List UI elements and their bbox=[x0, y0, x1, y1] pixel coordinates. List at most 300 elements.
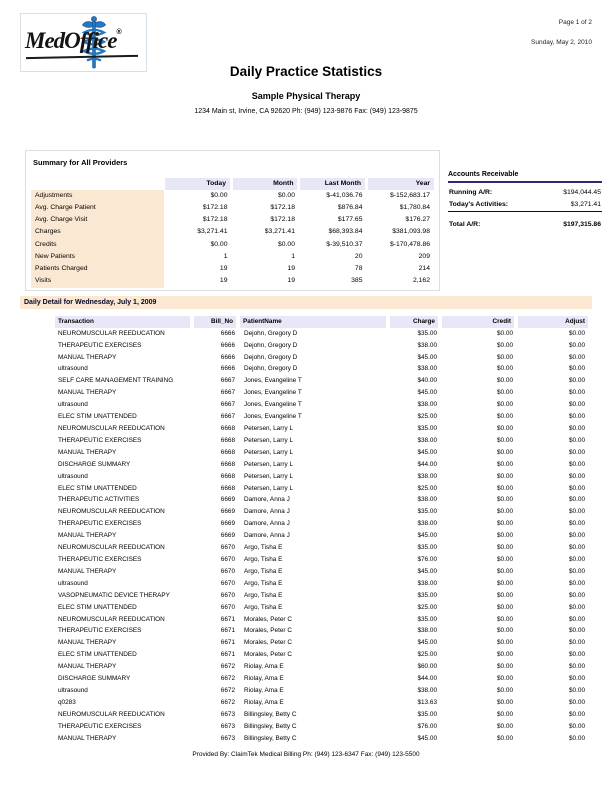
practice-name: Sample Physical Therapy bbox=[251, 91, 361, 101]
summary-last-month-cell: $-39,510.37 bbox=[326, 240, 363, 248]
patient-name-cell: Petersen, Larry L bbox=[244, 484, 294, 492]
transaction-cell: MANUAL THERAPY bbox=[58, 353, 117, 361]
adjust-cell: $0.00 bbox=[569, 496, 585, 504]
bill-no-cell: 6672 bbox=[220, 686, 235, 694]
charge-cell: $38.00 bbox=[417, 341, 437, 349]
summary-row-label: Patients Charged bbox=[31, 263, 164, 275]
summary-last-month-cell: $177.65 bbox=[337, 216, 363, 224]
transaction-cell: THERAPEUTIC EXERCISES bbox=[58, 520, 142, 528]
adjust-cell: $0.00 bbox=[569, 413, 585, 421]
col-adjust: Adjust bbox=[516, 316, 588, 328]
bill-no-cell: 6668 bbox=[220, 425, 235, 432]
bill-no-cell: 6668 bbox=[220, 448, 235, 456]
summary-today-cell: 19 bbox=[219, 264, 228, 272]
credit-cell: $0.00 bbox=[497, 591, 513, 599]
summary-col-last-month: Last Month bbox=[299, 178, 367, 190]
registered-mark-icon: ® bbox=[116, 29, 122, 36]
adjust-cell: $0.00 bbox=[569, 734, 585, 742]
credit-cell: $0.00 bbox=[497, 353, 513, 361]
summary-row bbox=[31, 239, 434, 251]
transaction-cell: THERAPEUTIC EXERCISES bbox=[58, 341, 142, 349]
credit-cell: $0.00 bbox=[497, 722, 513, 730]
adjust-cell: $0.00 bbox=[569, 603, 585, 611]
patient-name-cell: Argo, Tisha E bbox=[244, 591, 283, 599]
patient-name-cell: Billingsley, Betty C bbox=[244, 722, 297, 730]
transaction-cell: NEUROMUSCULAR REEDUCATION bbox=[58, 710, 165, 718]
adjust-cell: $0.00 bbox=[569, 615, 585, 623]
charge-cell: $25.00 bbox=[417, 413, 437, 421]
adjust-cell: $0.00 bbox=[569, 555, 585, 563]
summary-row-label: Credits bbox=[31, 239, 164, 251]
summary-title: Summary for All Providers bbox=[33, 158, 128, 167]
charge-cell: $38.00 bbox=[417, 365, 437, 373]
table-row bbox=[55, 554, 588, 566]
transaction-cell: THERAPEUTIC EXERCISES bbox=[58, 627, 142, 635]
table-row bbox=[55, 721, 588, 733]
charge-cell: $25.00 bbox=[417, 484, 437, 492]
adjust-cell: $0.00 bbox=[569, 377, 585, 385]
patient-name-cell: Damore, Anna J bbox=[244, 532, 290, 540]
bill-no-cell: 6667 bbox=[220, 413, 235, 421]
summary-month-cell: $3,271.41 bbox=[264, 228, 295, 236]
summary-today-cell: $172.18 bbox=[202, 204, 228, 212]
charge-cell: $35.00 bbox=[417, 615, 437, 623]
summary-month-cell: 19 bbox=[287, 277, 295, 285]
bill-no-cell: 6670 bbox=[220, 544, 235, 552]
charge-cell: $35.00 bbox=[417, 710, 437, 718]
adjust-cell: $0.00 bbox=[569, 353, 585, 361]
summary-today-cell: 1 bbox=[223, 252, 228, 260]
adjust-cell: $0.00 bbox=[569, 389, 585, 397]
patient-name-cell: Petersen, Larry L bbox=[244, 436, 294, 444]
credit-cell: $0.00 bbox=[497, 603, 513, 611]
adjust-cell: $0.00 bbox=[569, 567, 585, 575]
patient-name-cell: Riolay, Ama E bbox=[244, 698, 284, 706]
bill-no-cell: 6668 bbox=[220, 436, 235, 444]
summary-month-cell: 19 bbox=[287, 264, 295, 272]
bill-no-cell: 6668 bbox=[220, 460, 235, 468]
credit-cell: $0.00 bbox=[497, 341, 513, 349]
table-row bbox=[55, 340, 588, 352]
patient-name-cell: Petersen, Larry L bbox=[244, 472, 294, 480]
adjust-cell: $0.00 bbox=[569, 508, 585, 516]
charge-cell: $13.63 bbox=[417, 698, 437, 706]
summary-header-row bbox=[31, 178, 434, 190]
charge-cell: $38.00 bbox=[417, 472, 437, 480]
bill-no-cell: 6671 bbox=[220, 639, 235, 647]
credit-cell: $0.00 bbox=[497, 579, 513, 587]
patient-name-cell: Morales, Peter C bbox=[244, 651, 292, 659]
charge-cell: $38.00 bbox=[417, 686, 437, 694]
credit-cell: $0.00 bbox=[497, 508, 513, 516]
patient-name-cell: Petersen, Larry L bbox=[244, 448, 294, 456]
patient-name-cell: Argo, Tisha E bbox=[244, 567, 283, 575]
charge-cell: $45.00 bbox=[417, 734, 437, 742]
credit-cell: $0.00 bbox=[497, 734, 513, 742]
summary-row-label: Visits bbox=[31, 275, 164, 287]
patient-name-cell: Argo, Tisha E bbox=[244, 579, 283, 587]
patient-name-cell: Damore, Anna J bbox=[244, 496, 290, 504]
running-ar-value: $194,044.45 bbox=[563, 189, 601, 196]
credit-cell: $0.00 bbox=[497, 710, 513, 718]
table-row bbox=[55, 709, 588, 721]
summary-year-cell: $381,093.98 bbox=[392, 228, 430, 236]
table-row bbox=[55, 435, 588, 447]
table-row bbox=[55, 519, 588, 531]
summary-col-year: Year bbox=[366, 178, 434, 190]
table-row bbox=[55, 697, 588, 709]
credit-cell: $0.00 bbox=[497, 532, 513, 540]
bill-no-cell: 6670 bbox=[220, 555, 235, 563]
bill-no-cell: 6666 bbox=[220, 365, 235, 373]
charge-cell: $35.00 bbox=[417, 591, 437, 599]
adjust-cell: $0.00 bbox=[569, 651, 585, 659]
charge-cell: $60.00 bbox=[417, 663, 437, 671]
table-row bbox=[55, 507, 588, 519]
charge-cell: $45.00 bbox=[417, 532, 437, 540]
patient-name-cell: Jones, Evangeline T bbox=[244, 401, 302, 409]
patient-name-cell: Argo, Tisha E bbox=[244, 555, 283, 563]
patient-name-cell: Riolay, Ama E bbox=[244, 686, 284, 694]
credit-cell: $0.00 bbox=[497, 472, 513, 480]
bill-no-cell: 6669 bbox=[220, 520, 235, 528]
col-transaction: Transaction bbox=[55, 316, 192, 328]
charge-cell: $45.00 bbox=[417, 639, 437, 647]
credit-cell: $0.00 bbox=[497, 436, 513, 444]
transaction-cell: ELEC STIM UNATTENDED bbox=[58, 484, 137, 492]
adjust-cell: $0.00 bbox=[569, 425, 585, 432]
table-row bbox=[55, 483, 588, 495]
bill-no-cell: 6667 bbox=[220, 377, 235, 385]
table-row bbox=[55, 578, 588, 590]
adjust-cell: $0.00 bbox=[569, 627, 585, 635]
charge-cell: $76.00 bbox=[417, 722, 437, 730]
transaction-cell: MANUAL THERAPY bbox=[58, 532, 117, 540]
summary-row-label: New Patients bbox=[31, 251, 164, 263]
logo-text: MedOffice bbox=[25, 28, 117, 53]
adjust-cell: $0.00 bbox=[569, 686, 585, 694]
summary-row bbox=[31, 215, 434, 227]
patient-name-cell: Morales, Peter C bbox=[244, 627, 292, 635]
page-number: Page 1 of 2 bbox=[558, 19, 592, 26]
table-row bbox=[55, 566, 588, 578]
summary-row-label: Avg. Charge Visit bbox=[31, 215, 164, 227]
table-row bbox=[55, 364, 588, 376]
summary-year-cell: $1,780.84 bbox=[399, 204, 430, 212]
adjust-cell: $0.00 bbox=[569, 520, 585, 528]
adjust-cell: $0.00 bbox=[569, 722, 585, 730]
transaction-cell: ELEC STIM UNATTENDED bbox=[58, 603, 137, 611]
transaction-cell: MANUAL THERAPY bbox=[58, 567, 117, 575]
summary-row bbox=[31, 251, 434, 263]
table-row bbox=[55, 649, 588, 661]
charge-cell: $45.00 bbox=[417, 389, 437, 397]
patient-name-cell: Morales, Peter C bbox=[244, 639, 292, 647]
adjust-cell: $0.00 bbox=[569, 401, 585, 409]
logo-wordmark bbox=[25, 28, 144, 54]
bill-no-cell: 6667 bbox=[220, 389, 235, 397]
detail-header-row bbox=[55, 316, 588, 328]
bill-no-cell: 6667 bbox=[220, 401, 235, 409]
transaction-cell: VASOPNEUMATIC DEVICE THERAPY bbox=[58, 591, 170, 599]
bill-no-cell: 6673 bbox=[220, 734, 235, 742]
summary-year-cell: $176.27 bbox=[405, 216, 430, 224]
credit-cell: $0.00 bbox=[497, 615, 513, 623]
adjust-cell: $0.00 bbox=[569, 472, 585, 480]
table-row bbox=[55, 602, 588, 614]
table-row bbox=[55, 388, 588, 400]
adjust-cell: $0.00 bbox=[569, 698, 585, 706]
accounts-receivable-panel bbox=[448, 171, 602, 228]
table-row bbox=[55, 638, 588, 650]
credit-cell: $0.00 bbox=[497, 675, 513, 683]
summary-last-month-cell: $-41,036.76 bbox=[326, 191, 363, 199]
table-row bbox=[55, 495, 588, 507]
summary-today-cell: $0.00 bbox=[210, 240, 228, 248]
transaction-cell: ultrasound bbox=[58, 579, 88, 587]
adjust-cell: $0.00 bbox=[569, 591, 585, 599]
credit-cell: $0.00 bbox=[497, 496, 513, 504]
report-date: Sunday, May 2, 2010 bbox=[531, 39, 592, 46]
bill-no-cell: 6668 bbox=[220, 472, 235, 480]
credit-cell: $0.00 bbox=[497, 413, 513, 421]
table-row bbox=[55, 626, 588, 638]
charge-cell: $76.00 bbox=[417, 555, 437, 563]
table-row bbox=[55, 542, 588, 554]
col-credit: Credit bbox=[440, 316, 516, 328]
total-ar-label: Total A/R: bbox=[449, 221, 481, 228]
summary-month-cell: 1 bbox=[291, 252, 295, 260]
summary-last-month-cell: $68,393.84 bbox=[328, 228, 363, 236]
charge-cell: $40.00 bbox=[417, 377, 437, 385]
patient-name-cell: Jones, Evangeline T bbox=[244, 377, 302, 385]
transaction-cell: MANUAL THERAPY bbox=[58, 389, 117, 397]
bill-no-cell: 6673 bbox=[220, 710, 235, 718]
summary-today-cell: $3,271.41 bbox=[197, 228, 228, 236]
bill-no-cell: 6672 bbox=[220, 675, 235, 683]
total-ar-value: $197,315.86 bbox=[563, 221, 601, 228]
todays-activities-row bbox=[448, 199, 602, 212]
bill-no-cell: 6671 bbox=[220, 651, 235, 659]
table-row bbox=[55, 328, 588, 340]
table-row bbox=[55, 376, 588, 388]
table-row bbox=[55, 423, 588, 435]
table-row bbox=[55, 685, 588, 697]
credit-cell: $0.00 bbox=[497, 698, 513, 706]
transaction-cell: MANUAL THERAPY bbox=[58, 639, 117, 647]
transaction-cell: ELEC STIM UNATTENDED bbox=[58, 651, 137, 659]
credit-cell: $0.00 bbox=[497, 544, 513, 552]
patient-name-cell: Billingsley, Betty C bbox=[244, 710, 297, 718]
summary-last-month-cell: 385 bbox=[351, 277, 363, 285]
summary-today-cell: $0.00 bbox=[210, 191, 228, 199]
adjust-cell: $0.00 bbox=[569, 341, 585, 349]
patient-name-cell: Jones, Evangeline T bbox=[244, 413, 302, 421]
charge-cell: $35.00 bbox=[417, 508, 437, 516]
adjust-cell: $0.00 bbox=[569, 460, 585, 468]
adjust-cell: $0.00 bbox=[569, 436, 585, 444]
bill-no-cell: 6666 bbox=[220, 341, 235, 349]
charge-cell: $25.00 bbox=[417, 603, 437, 611]
bill-no-cell: 6669 bbox=[220, 496, 235, 504]
credit-cell: $0.00 bbox=[497, 377, 513, 385]
charge-cell: $35.00 bbox=[417, 544, 437, 552]
patient-name-cell: Damore, Anna J bbox=[244, 520, 290, 528]
table-row bbox=[55, 352, 588, 364]
bill-no-cell: 6672 bbox=[220, 663, 235, 671]
accounts-receivable-title: Accounts Receivable bbox=[448, 171, 602, 183]
summary-row-label: Adjustments bbox=[31, 190, 164, 202]
summary-month-cell: $0.00 bbox=[277, 240, 295, 248]
patient-name-cell: Damore, Anna J bbox=[244, 508, 290, 516]
bill-no-cell: 6670 bbox=[220, 591, 235, 599]
charge-cell: $38.00 bbox=[417, 520, 437, 528]
col-bill-no: Bill_No bbox=[192, 316, 238, 328]
bill-no-cell: 6671 bbox=[220, 615, 235, 623]
patient-name-cell: Dejohn, Gregory D bbox=[244, 365, 298, 373]
bill-no-cell: 6666 bbox=[220, 353, 235, 361]
transaction-cell: THERAPEUTIC ACTIVITIES bbox=[58, 496, 140, 504]
transaction-cell: NEUROMUSCULAR REEDUCATION bbox=[58, 615, 165, 623]
transaction-cell: NEUROMUSCULAR REEDUCATION bbox=[58, 425, 165, 432]
adjust-cell: $0.00 bbox=[569, 639, 585, 647]
credit-cell: $0.00 bbox=[497, 639, 513, 647]
transaction-cell: NEUROMUSCULAR REEDUCATION bbox=[58, 508, 165, 516]
credit-cell: $0.00 bbox=[497, 329, 513, 337]
todays-activities-label: Today's Activities: bbox=[449, 201, 509, 208]
credit-cell: $0.00 bbox=[497, 627, 513, 635]
table-row bbox=[55, 661, 588, 673]
bill-no-cell: 6669 bbox=[220, 532, 235, 540]
transaction-cell: NEUROMUSCULAR REEDUCATION bbox=[58, 329, 165, 337]
summary-row-label: Avg. Charge Patient bbox=[31, 202, 164, 214]
table-row bbox=[55, 590, 588, 602]
running-ar-label: Running A/R: bbox=[449, 189, 493, 196]
transaction-cell: ultrasound bbox=[58, 365, 88, 373]
summary-table bbox=[31, 178, 434, 288]
transaction-cell: ELEC STIM UNATTENDED bbox=[58, 413, 137, 421]
adjust-cell: $0.00 bbox=[569, 544, 585, 552]
summary-year-cell: 2,162 bbox=[412, 277, 430, 285]
transaction-cell: THERAPEUTIC EXERCISES bbox=[58, 555, 142, 563]
table-row bbox=[55, 471, 588, 483]
credit-cell: $0.00 bbox=[497, 389, 513, 397]
patient-name-cell: Dejohn, Gregory D bbox=[244, 329, 298, 337]
credit-cell: $0.00 bbox=[497, 567, 513, 575]
charge-cell: $38.00 bbox=[417, 496, 437, 504]
adjust-cell: $0.00 bbox=[569, 663, 585, 671]
transaction-cell: MANUAL THERAPY bbox=[58, 663, 117, 671]
summary-row-label: Charges bbox=[31, 227, 164, 239]
patient-name-cell: Petersen, Larry L bbox=[244, 425, 294, 432]
summary-month-cell: $0.00 bbox=[277, 191, 295, 199]
bill-no-cell: 6670 bbox=[220, 579, 235, 587]
patient-name-cell: Riolay, Ama E bbox=[244, 663, 284, 671]
patient-name-cell: Petersen, Larry L bbox=[244, 460, 294, 468]
charge-cell: $38.00 bbox=[417, 401, 437, 409]
total-ar-row bbox=[448, 218, 602, 228]
summary-today-cell: $172.18 bbox=[202, 216, 228, 224]
summary-last-month-cell: $876.84 bbox=[337, 204, 363, 212]
adjust-cell: $0.00 bbox=[569, 710, 585, 718]
summary-col-today: Today bbox=[164, 178, 232, 190]
transaction-cell: DISCHARGE SUMMARY bbox=[58, 460, 131, 468]
credit-cell: $0.00 bbox=[497, 365, 513, 373]
patient-name-cell: Riolay, Ama E bbox=[244, 675, 284, 683]
summary-year-cell: 214 bbox=[418, 264, 430, 272]
charge-cell: $45.00 bbox=[417, 567, 437, 575]
adjust-cell: $0.00 bbox=[569, 675, 585, 683]
charge-cell: $35.00 bbox=[417, 329, 437, 337]
bill-no-cell: 6671 bbox=[220, 627, 235, 635]
summary-month-cell: $172.18 bbox=[270, 216, 295, 224]
bill-no-cell: 6673 bbox=[220, 722, 235, 730]
daily-detail-table bbox=[55, 316, 588, 745]
transaction-cell: DISCHARGE SUMMARY bbox=[58, 675, 131, 683]
summary-year-cell: $-152,683.17 bbox=[389, 191, 430, 199]
adjust-cell: $0.00 bbox=[569, 579, 585, 587]
page-title: Daily Practice Statistics bbox=[229, 64, 383, 79]
todays-activities-value: $3,271.41 bbox=[570, 201, 601, 208]
daily-detail-header: Daily Detail for Wednesday, July 1, 2009 bbox=[20, 296, 592, 309]
summary-row bbox=[31, 202, 434, 214]
charge-cell: $44.00 bbox=[417, 460, 437, 468]
transaction-cell: q0283 bbox=[58, 698, 76, 706]
running-ar-row bbox=[448, 187, 602, 199]
summary-today-cell: 19 bbox=[219, 277, 228, 285]
transaction-cell: MANUAL THERAPY bbox=[58, 734, 117, 742]
summary-col-month: Month bbox=[231, 178, 299, 190]
credit-cell: $0.00 bbox=[497, 686, 513, 694]
charge-cell: $25.00 bbox=[417, 651, 437, 659]
transaction-cell: THERAPEUTIC EXERCISES bbox=[58, 722, 142, 730]
patient-name-cell: Argo, Tisha E bbox=[244, 603, 283, 611]
summary-row bbox=[31, 263, 434, 275]
patient-name-cell: Morales, Peter C bbox=[244, 615, 292, 623]
charge-cell: $38.00 bbox=[417, 627, 437, 635]
adjust-cell: $0.00 bbox=[569, 448, 585, 456]
transaction-cell: ultrasound bbox=[58, 472, 88, 480]
adjust-cell: $0.00 bbox=[569, 532, 585, 540]
credit-cell: $0.00 bbox=[497, 555, 513, 563]
credit-cell: $0.00 bbox=[497, 651, 513, 659]
table-row bbox=[55, 614, 588, 626]
bill-no-cell: 6672 bbox=[220, 698, 235, 706]
report-footer: Provided By: ClaimTek Medical Billing Ph: (949) 123-6347 Fax: (949) 123-5500 bbox=[192, 751, 420, 758]
bill-no-cell: 6666 bbox=[220, 329, 235, 337]
charge-cell: $38.00 bbox=[417, 579, 437, 587]
credit-cell: $0.00 bbox=[497, 425, 513, 432]
bill-no-cell: 6670 bbox=[220, 603, 235, 611]
transaction-cell: MANUAL THERAPY bbox=[58, 448, 117, 456]
transaction-cell: THERAPEUTIC EXERCISES bbox=[58, 436, 142, 444]
transaction-cell: NEUROMUSCULAR REEDUCATION bbox=[58, 544, 165, 552]
credit-cell: $0.00 bbox=[497, 520, 513, 528]
credit-cell: $0.00 bbox=[497, 663, 513, 671]
charge-cell: $45.00 bbox=[417, 448, 437, 456]
table-row bbox=[55, 447, 588, 459]
patient-name-cell: Dejohn, Gregory D bbox=[244, 353, 298, 361]
table-row bbox=[55, 673, 588, 685]
transaction-cell: SELF CARE MANAGEMENT TRAINING bbox=[58, 377, 174, 385]
table-row bbox=[55, 399, 588, 411]
practice-address: 1234 Main st, Irvine, CA 92620 Ph: (949) 123-9876 Fax: (949) 123-9875 bbox=[194, 108, 418, 115]
credit-cell: $0.00 bbox=[497, 460, 513, 468]
charge-cell: $45.00 bbox=[417, 353, 437, 361]
patient-name-cell: Billingsley, Betty C bbox=[244, 734, 297, 742]
bill-no-cell: 6670 bbox=[220, 567, 235, 575]
col-charge: Charge bbox=[388, 316, 440, 328]
